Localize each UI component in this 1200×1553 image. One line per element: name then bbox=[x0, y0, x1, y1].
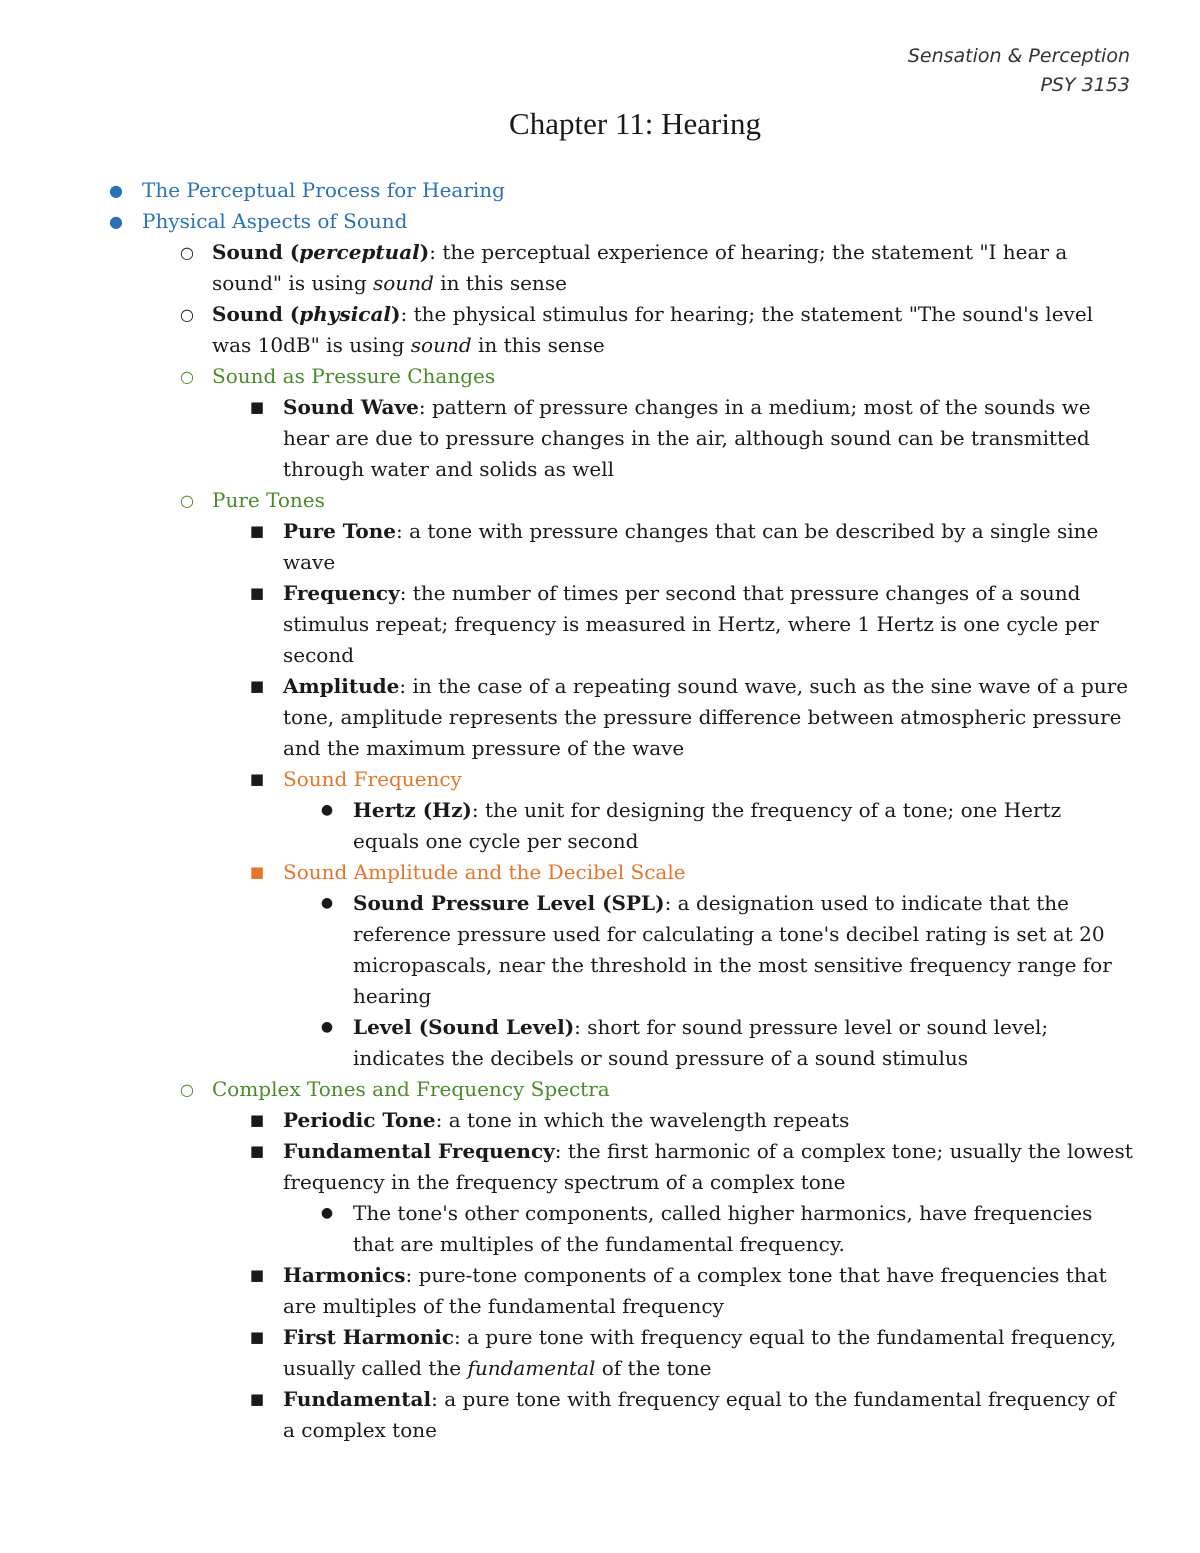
term: First Harmonic bbox=[283, 1325, 455, 1349]
list-item bbox=[180, 299, 1132, 361]
filled-square-bullet-icon: ■ bbox=[249, 677, 265, 695]
term: Sound Pressure Level (SPL) bbox=[353, 891, 665, 915]
definition: : short for sound pressure level or sound level; indicates the decibels or sound pressure of a sound stimulus bbox=[353, 1015, 1049, 1070]
notes-outline bbox=[0, 175, 1200, 1446]
filled-circle-bullet-icon: ● bbox=[320, 802, 334, 818]
definition: : pattern of pressure changes in a medium; most of the sounds we hear are due to pressure changes in the air, although sound can be transmitted through water and solids as well bbox=[283, 395, 1091, 481]
filled-square-bullet-icon: ■ bbox=[249, 1111, 265, 1129]
filled-circle-bullet-icon: ● bbox=[320, 1205, 334, 1221]
term: Sound (perceptual) bbox=[212, 240, 430, 264]
definition: : the physical stimulus for hearing; the statement "The sound's level was 10dB" is using sound in this sense bbox=[212, 302, 1094, 357]
subsection-heading: Sound as Pressure Changes bbox=[212, 364, 496, 388]
hollow-circle-bullet-icon: ○ bbox=[180, 491, 194, 510]
list-item bbox=[249, 1260, 1133, 1322]
list-item bbox=[320, 1198, 1133, 1260]
definition: : a designation used to indicate that the reference pressure used for calculating a tone's decibel rating is set at 20 micropascals, near the threshold in the most sensitive frequency range for hearing bbox=[353, 891, 1112, 1008]
list-item bbox=[249, 764, 1133, 795]
filled-square-bullet-icon: ■ bbox=[249, 1390, 265, 1408]
subsection-heading: Sound Amplitude and the Decibel Scale bbox=[283, 860, 686, 884]
filled-square-bullet-icon: ■ bbox=[249, 863, 265, 881]
subsection-heading: Sound Frequency bbox=[283, 767, 462, 791]
hollow-circle-bullet-icon: ○ bbox=[180, 367, 194, 386]
section-heading: Physical Aspects of Sound bbox=[142, 209, 408, 233]
course-code: PSY 3153 bbox=[1040, 74, 1130, 96]
term: Fundamental Frequency bbox=[283, 1139, 555, 1163]
term: Fundamental bbox=[283, 1387, 432, 1411]
term: Frequency bbox=[283, 581, 400, 605]
list-item bbox=[180, 361, 1132, 392]
list-item bbox=[320, 888, 1133, 1012]
hollow-circle-bullet-icon: ○ bbox=[180, 243, 194, 262]
term: Sound Wave bbox=[283, 395, 419, 419]
list-item bbox=[109, 206, 1132, 237]
definition: : a tone in which the wavelength repeats bbox=[435, 1108, 850, 1132]
filled-square-bullet-icon: ■ bbox=[249, 584, 265, 602]
definition: : in the case of a repeating sound wave, such as the sine wave of a pure tone, amplitude represents the pressure difference between atmospheric pressure and the maximum pressure of the wave bbox=[283, 674, 1129, 760]
subsection-heading: Pure Tones bbox=[212, 488, 325, 512]
filled-circle-bullet-icon: ● bbox=[109, 212, 123, 231]
list-item bbox=[180, 237, 1132, 299]
hollow-circle-bullet-icon: ○ bbox=[180, 1080, 194, 1099]
definition: : the first harmonic of a complex tone; usually the lowest frequency in the frequency spectrum of a complex tone bbox=[283, 1139, 1133, 1194]
filled-circle-bullet-icon: ● bbox=[320, 895, 334, 911]
definition: : the perceptual experience of hearing; the statement "I hear a sound" is using sound in this sense bbox=[212, 240, 1068, 295]
list-item bbox=[180, 485, 1132, 516]
filled-square-bullet-icon: ■ bbox=[249, 1142, 265, 1160]
filled-square-bullet-icon: ■ bbox=[249, 1328, 265, 1346]
list-item bbox=[249, 1105, 1133, 1136]
definition: : the number of times per second that pressure changes of a sound stimulus repeat; frequency is measured in Hertz, where 1 Hertz is one cycle per second bbox=[283, 581, 1099, 667]
filled-circle-bullet-icon: ● bbox=[320, 1019, 334, 1035]
term: Sound (physical) bbox=[212, 302, 401, 326]
list-item bbox=[320, 795, 1133, 857]
course-name: Sensation & Perception bbox=[907, 45, 1130, 67]
note: The tone's other components, called higher harmonics, have frequencies that are multiples of the fundamental frequency. bbox=[353, 1201, 1093, 1256]
definition: : a pure tone with frequency equal to the fundamental frequency of a complex tone bbox=[283, 1387, 1116, 1442]
filled-square-bullet-icon: ■ bbox=[249, 398, 265, 416]
definition: : a tone with pressure changes that can be described by a single sine wave bbox=[283, 519, 1099, 574]
list-item bbox=[249, 1384, 1133, 1446]
list-item bbox=[249, 516, 1133, 578]
list-item bbox=[109, 175, 1132, 206]
list-item bbox=[249, 1322, 1133, 1384]
hollow-circle-bullet-icon: ○ bbox=[180, 305, 194, 324]
list-item bbox=[180, 1074, 1132, 1105]
filled-circle-bullet-icon: ● bbox=[109, 181, 123, 200]
definition: : a pure tone with frequency equal to the fundamental frequency, usually called the fundamental of the tone bbox=[283, 1325, 1117, 1380]
definition: : the unit for designing the frequency of a tone; one Hertz equals one cycle per second bbox=[353, 798, 1062, 853]
subsection-heading: Complex Tones and Frequency Spectra bbox=[212, 1077, 610, 1101]
list-item bbox=[249, 1136, 1133, 1198]
term: Level (Sound Level) bbox=[353, 1015, 575, 1039]
term: Pure Tone bbox=[283, 519, 396, 543]
list-item bbox=[249, 578, 1133, 671]
filled-square-bullet-icon: ■ bbox=[249, 522, 265, 540]
definition: : pure-tone components of a complex tone that have frequencies that are multiples of the fundamental frequency bbox=[283, 1263, 1107, 1318]
filled-square-bullet-icon: ■ bbox=[249, 1266, 265, 1284]
course-header bbox=[908, 42, 1130, 100]
filled-square-bullet-icon: ■ bbox=[249, 770, 265, 788]
list-item bbox=[249, 392, 1133, 485]
term: Periodic Tone bbox=[283, 1108, 436, 1132]
section-heading: The Perceptual Process for Hearing bbox=[142, 178, 505, 202]
term: Hertz (Hz) bbox=[353, 798, 472, 822]
list-item bbox=[249, 671, 1133, 764]
list-item bbox=[320, 1012, 1133, 1074]
term: Harmonics bbox=[283, 1263, 406, 1287]
page-title: Chapter 11: Hearing bbox=[509, 106, 761, 141]
list-item bbox=[249, 857, 1133, 888]
term: Amplitude bbox=[283, 674, 400, 698]
